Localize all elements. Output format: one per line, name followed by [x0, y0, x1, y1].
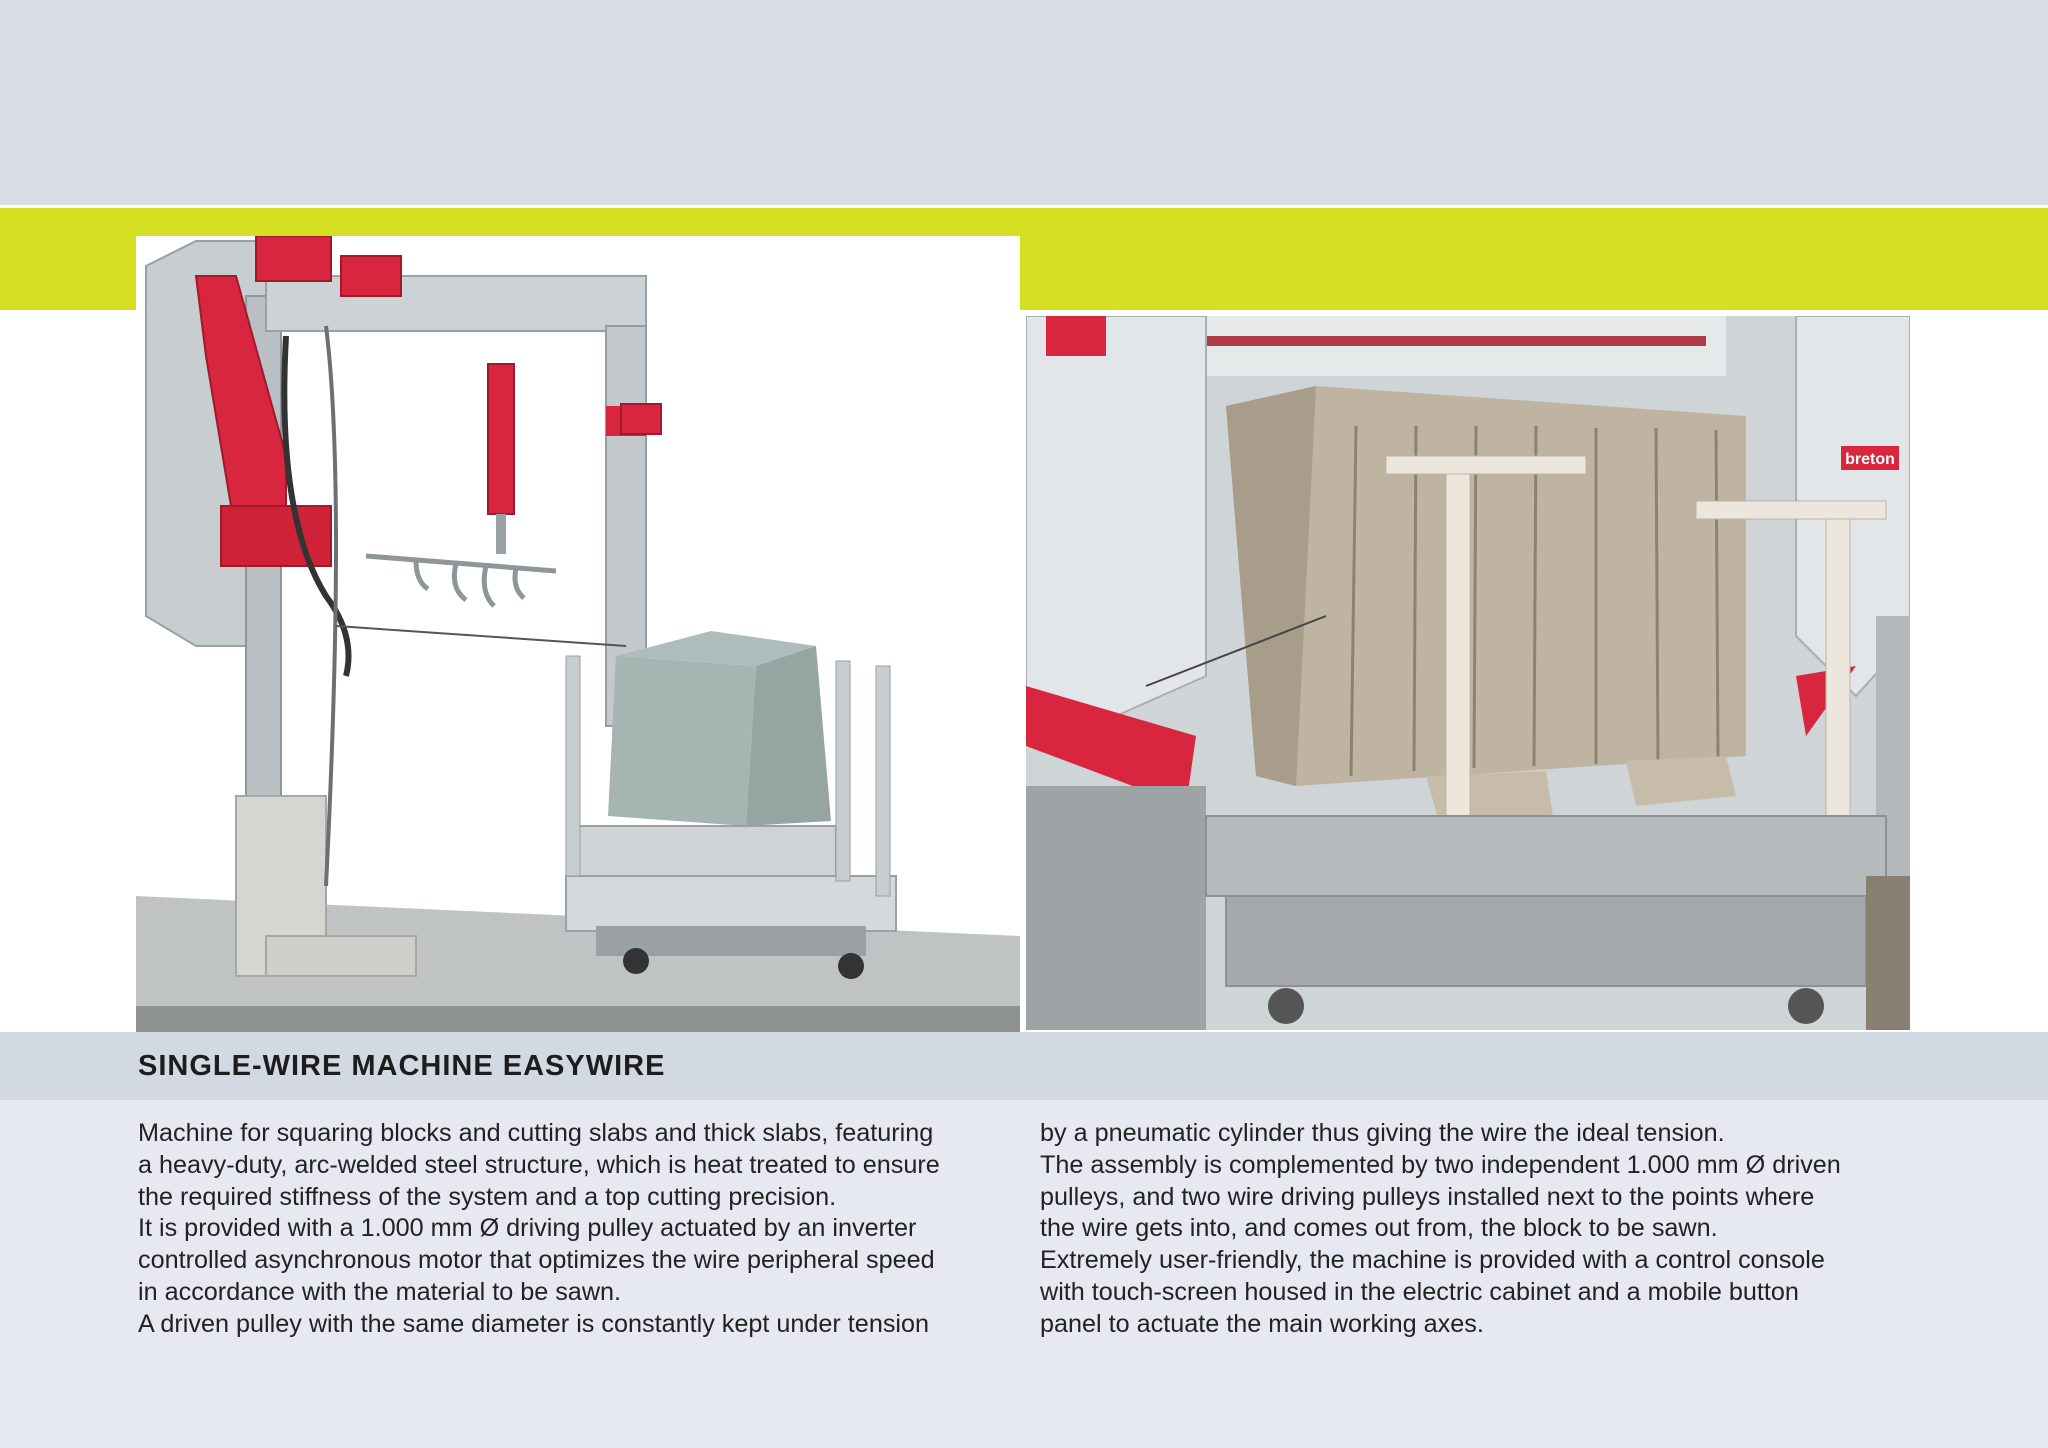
trolley [576, 826, 836, 876]
body-line: a heavy-duty, arc-welded steel structure, which is heat treated to ensure [138, 1150, 940, 1179]
body-line: It is provided with a 1.000 mm Ø driving pulley actuated by an inverter [138, 1214, 917, 1243]
body-line: with touch-screen housed in the electric cabinet and a mobile button [1040, 1277, 1799, 1306]
top-beam [266, 276, 646, 331]
page-title: SINGLE-WIRE MACHINE EASYWIRE [138, 1050, 666, 1082]
left-housing [1026, 316, 1206, 716]
body-line: in accordance with the material to be sawn. [138, 1277, 622, 1306]
body-line: A driven pulley with the same diameter is constantly kept under tension [138, 1309, 930, 1338]
body-line: The assembly is complemented by two independent 1.000 mm Ø driven [1040, 1150, 1841, 1179]
body-text-left [138, 1118, 1008, 1341]
body-line: the wire gets into, and comes out from, the block to be sawn. [1040, 1214, 1718, 1243]
body-line: panel to actuate the main working axes. [1040, 1309, 1484, 1338]
body-line: Extremely user-friendly, the machine is provided with a control console [1040, 1246, 1825, 1275]
body-text-right [1040, 1118, 1910, 1341]
machine-illustration [136, 236, 1020, 1032]
brand-plate-label: breton [1845, 451, 1895, 468]
cylinder [488, 364, 514, 514]
body-line: controlled asynchronous motor that optimizes the wire peripheral speed [138, 1246, 935, 1275]
operation-photo [1026, 316, 1910, 1030]
body-line: pulleys, and two wire driving pulleys installed next to the points where [1040, 1182, 1815, 1211]
body-line: the required stiffness of the system and a top cutting precision. [138, 1182, 837, 1211]
machine-photo [136, 236, 1020, 1032]
operation-illustration [1026, 316, 1910, 1030]
body-line: Machine for squaring blocks and cutting slabs and thick slabs, featuring [138, 1119, 934, 1147]
body-line: by a pneumatic cylinder thus giving the wire the ideal tension. [1040, 1119, 1725, 1147]
trolley [1206, 816, 1886, 896]
top-band [0, 0, 2048, 207]
